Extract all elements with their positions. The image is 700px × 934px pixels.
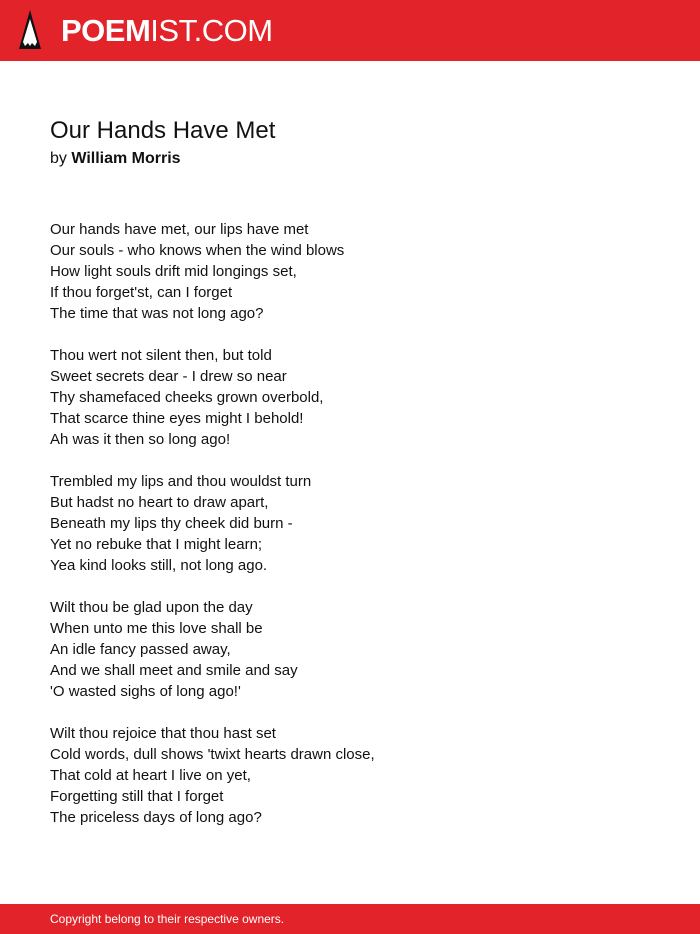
poem-body [50, 219, 650, 849]
site-header [0, 0, 700, 61]
poem-line: The time that was not long ago? [50, 305, 264, 322]
copyright-text: Copyright belong to their respective owners. [50, 912, 285, 926]
logo-domain-text: IST.COM [150, 13, 273, 48]
by-label: by [50, 150, 67, 167]
poem-line: Yea kind looks still, not long ago. [50, 557, 268, 574]
logo-strong-text: POEM [61, 13, 151, 48]
poem-line: Wilt thou rejoice that thou hast set [50, 725, 276, 742]
stanza-4 [50, 597, 650, 702]
poem-title: Our Hands Have Met [50, 117, 276, 144]
poem-line: Our hands have met, our lips have met [50, 221, 309, 238]
poem-line: Thou wert not silent then, but told [50, 347, 272, 364]
poem-line: That scarce thine eyes might I behold! [50, 410, 304, 427]
poem-line: An idle fancy passed away, [50, 641, 231, 658]
stanza-3 [50, 471, 650, 576]
poem-line: Wilt thou be glad upon the day [50, 599, 253, 616]
poem-line: When unto me this love shall be [50, 620, 263, 637]
poem-line: How light souls drift mid longings set, [50, 263, 297, 280]
poem-line: And we shall meet and smile and say [50, 662, 298, 679]
poem-line: Beneath my lips thy cheek did burn - [50, 515, 293, 532]
pencil-logo-icon[interactable] [18, 9, 42, 51]
poem-line: But hadst no heart to draw apart, [50, 494, 269, 511]
poem-line: Ah was it then so long ago! [50, 431, 231, 448]
site-logo[interactable] [61, 12, 273, 50]
stanza-2 [50, 345, 650, 450]
poem-line: If thou forget'st, can I forget [50, 284, 233, 301]
poem-line: Yet no rebuke that I might learn; [50, 536, 263, 553]
poem-line: Cold words, dull shows 'twixt hearts drawn close, [50, 746, 375, 763]
poem-byline [50, 148, 181, 170]
site-footer [0, 904, 700, 934]
poem-line: That cold at heart I live on yet, [50, 767, 251, 784]
stanza-1 [50, 219, 650, 324]
poem-line: Forgetting still that I forget [50, 788, 224, 805]
poem-line: The priceless days of long ago? [50, 809, 262, 826]
author-name: William Morris [71, 150, 181, 167]
poem-line: Trembled my lips and thou wouldst turn [50, 473, 312, 490]
poem-line: 'O wasted sighs of long ago!' [50, 683, 241, 700]
stanza-5 [50, 723, 650, 828]
poem-line: Sweet secrets dear - I drew so near [50, 368, 287, 385]
poem-line: Our souls - who knows when the wind blows [50, 242, 345, 259]
poem-line: Thy shamefaced cheeks grown overbold, [50, 389, 324, 406]
